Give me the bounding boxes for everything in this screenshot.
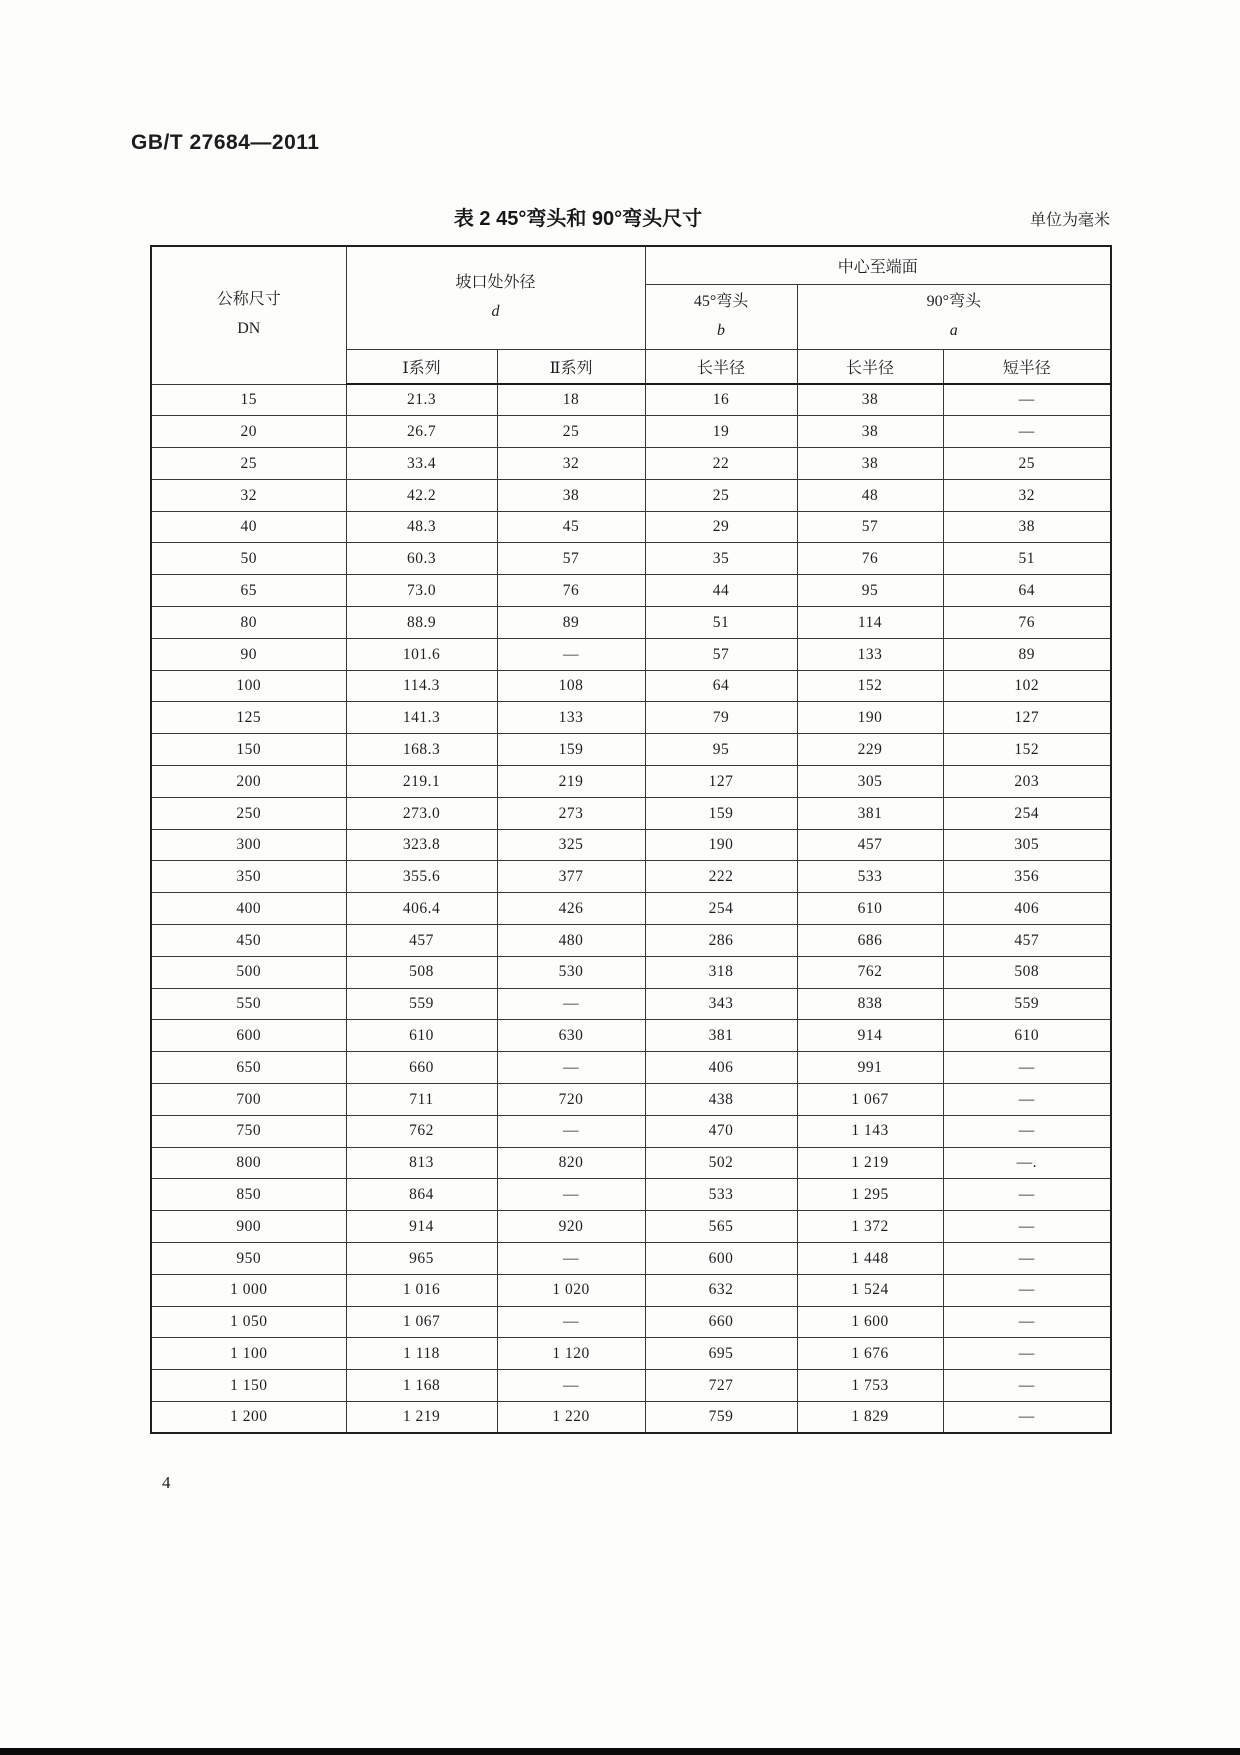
table-cell: 762 [346, 1115, 497, 1147]
table-cell: 51 [943, 543, 1111, 575]
table-cell: 700 [151, 1084, 346, 1116]
table-cell: — [943, 1084, 1111, 1116]
table-cell: 1 016 [346, 1274, 497, 1306]
table-cell: 355.6 [346, 861, 497, 893]
table-row [151, 638, 1111, 670]
table-cell: — [943, 1370, 1111, 1402]
table-cell: 650 [151, 1052, 346, 1084]
table-cell: 38 [797, 384, 943, 416]
table-cell: 38 [797, 416, 943, 448]
table-row [151, 1020, 1111, 1052]
table-cell: 502 [645, 1147, 797, 1179]
table-cell: 152 [797, 670, 943, 702]
table-row [151, 702, 1111, 734]
table-cell: 1 067 [797, 1084, 943, 1116]
table-cell: 920 [497, 1211, 645, 1243]
header-nominal-size-symbol: DN [237, 320, 261, 338]
elbow-dimensions-table [150, 245, 1112, 1434]
table-cell: 457 [797, 829, 943, 861]
table-cell: 80 [151, 607, 346, 639]
table-cell: 1 219 [346, 1402, 497, 1434]
table-cell: — [943, 1402, 1111, 1434]
table-cell: 813 [346, 1147, 497, 1179]
table-cell: 64 [645, 670, 797, 702]
table-cell: — [497, 1052, 645, 1084]
table-cell: 152 [943, 734, 1111, 766]
table-cell: 20 [151, 416, 346, 448]
table-cell: 660 [645, 1306, 797, 1338]
table-cell: 559 [346, 988, 497, 1020]
table-row [151, 1147, 1111, 1179]
table-cell: 254 [943, 797, 1111, 829]
table-row [151, 479, 1111, 511]
table-cell: 660 [346, 1052, 497, 1084]
table-cell: 51 [645, 607, 797, 639]
table-row [151, 607, 1111, 639]
table-cell: 229 [797, 734, 943, 766]
table-cell: — [943, 416, 1111, 448]
header-row-1 [151, 246, 1111, 284]
table-cell: 762 [797, 956, 943, 988]
table-cell: 381 [797, 797, 943, 829]
table-cell: 533 [797, 861, 943, 893]
table-cell: 850 [151, 1179, 346, 1211]
table-row [151, 416, 1111, 448]
table-cell: 22 [645, 448, 797, 480]
table-cell: 457 [346, 925, 497, 957]
table-cell: 1 448 [797, 1243, 943, 1275]
table-row [151, 1052, 1111, 1084]
table-cell: 90 [151, 638, 346, 670]
header-short-radius-90: 短半径 [943, 349, 1111, 384]
table-cell: 254 [645, 893, 797, 925]
table-cell: 470 [645, 1115, 797, 1147]
table-cell: 305 [797, 766, 943, 798]
table-cell: 1 150 [151, 1370, 346, 1402]
table-cell: 32 [943, 479, 1111, 511]
table-cell: 559 [943, 988, 1111, 1020]
table-cell: 127 [645, 766, 797, 798]
table-cell: 48.3 [346, 511, 497, 543]
table-cell: 76 [943, 607, 1111, 639]
table-cell: 950 [151, 1243, 346, 1275]
table-row [151, 734, 1111, 766]
table-cell: 406 [943, 893, 1111, 925]
header-nominal-size [151, 246, 346, 384]
table-cell: 914 [797, 1020, 943, 1052]
table-cell: 508 [346, 956, 497, 988]
table-cell: 1 067 [346, 1306, 497, 1338]
table-cell: 300 [151, 829, 346, 861]
table-cell: 1 000 [151, 1274, 346, 1306]
table-row [151, 1338, 1111, 1370]
table-header [151, 246, 1111, 384]
table-cell: 438 [645, 1084, 797, 1116]
header-45-elbow [645, 284, 797, 349]
scan-edge-artifact [0, 1748, 1240, 1755]
table-cell: 57 [645, 638, 797, 670]
table-caption-row [150, 202, 1110, 232]
table-cell: 38 [797, 448, 943, 480]
header-outer-diameter-symbol: d [491, 302, 500, 320]
table-cell: 141.3 [346, 702, 497, 734]
table-cell: —. [943, 1147, 1111, 1179]
table-cell: 65 [151, 575, 346, 607]
table-cell: 1 168 [346, 1370, 497, 1402]
header-90-elbow [797, 284, 1111, 349]
table-cell: 500 [151, 956, 346, 988]
table-cell: 1 219 [797, 1147, 943, 1179]
table-cell: — [943, 1052, 1111, 1084]
table-cell: 356 [943, 861, 1111, 893]
table-cell: 133 [497, 702, 645, 734]
table-cell: 533 [645, 1179, 797, 1211]
table-cell: 1 372 [797, 1211, 943, 1243]
table-cell: 64 [943, 575, 1111, 607]
table-cell: 15 [151, 384, 346, 416]
table-cell: 750 [151, 1115, 346, 1147]
table-cell: 610 [943, 1020, 1111, 1052]
table-cell: 150 [151, 734, 346, 766]
table-cell: 45 [497, 511, 645, 543]
table-cell: 1 118 [346, 1338, 497, 1370]
table-cell: 610 [797, 893, 943, 925]
table-cell: 305 [943, 829, 1111, 861]
table-cell: 1 200 [151, 1402, 346, 1434]
table-cell: 95 [645, 734, 797, 766]
table-cell: 32 [497, 448, 645, 480]
table-cell: 25 [645, 479, 797, 511]
table-row [151, 988, 1111, 1020]
table-row [151, 543, 1111, 575]
table-cell: — [497, 1306, 645, 1338]
table-cell: 1 829 [797, 1402, 943, 1434]
table-cell: 381 [645, 1020, 797, 1052]
standard-number: GB/T 27684—2011 [131, 131, 320, 154]
table-cell: 88.9 [346, 607, 497, 639]
table-cell: 508 [943, 956, 1111, 988]
table-row [151, 1370, 1111, 1402]
table-cell: 203 [943, 766, 1111, 798]
table-row [151, 670, 1111, 702]
table-cell: — [943, 1211, 1111, 1243]
table-cell: — [943, 1179, 1111, 1211]
table-row [151, 829, 1111, 861]
table-cell: 406.4 [346, 893, 497, 925]
table-cell: 16 [645, 384, 797, 416]
table-row [151, 1402, 1111, 1434]
table-cell: 343 [645, 988, 797, 1020]
table-cell: 1 524 [797, 1274, 943, 1306]
table-cell: 57 [797, 511, 943, 543]
table-cell: 325 [497, 829, 645, 861]
table-cell: 168.3 [346, 734, 497, 766]
table-cell: 100 [151, 670, 346, 702]
table-row [151, 1115, 1111, 1147]
table-cell: 219.1 [346, 766, 497, 798]
table-cell: 35 [645, 543, 797, 575]
table-cell: 50 [151, 543, 346, 575]
table-cell: 480 [497, 925, 645, 957]
table-cell: 1 295 [797, 1179, 943, 1211]
table-cell: — [497, 1370, 645, 1402]
header-series-2: Ⅱ系列 [497, 349, 645, 384]
table-cell: 200 [151, 766, 346, 798]
table-cell: 48 [797, 479, 943, 511]
table-cell: 820 [497, 1147, 645, 1179]
table-cell: 1 676 [797, 1338, 943, 1370]
table-cell: 965 [346, 1243, 497, 1275]
table-cell: 286 [645, 925, 797, 957]
table-cell: 25 [151, 448, 346, 480]
table-cell: 44 [645, 575, 797, 607]
table-row [151, 797, 1111, 829]
table-cell: — [943, 1243, 1111, 1275]
table-cell: 76 [497, 575, 645, 607]
table-cell: 400 [151, 893, 346, 925]
table-cell: 42.2 [346, 479, 497, 511]
table-cell: 1 600 [797, 1306, 943, 1338]
table-cell: 900 [151, 1211, 346, 1243]
table-cell: 25 [497, 416, 645, 448]
table-cell: 1 220 [497, 1402, 645, 1434]
table-cell: 73.0 [346, 575, 497, 607]
table-cell: 377 [497, 861, 645, 893]
table-cell: 727 [645, 1370, 797, 1402]
header-center-to-end: 中心至端面 [645, 246, 1111, 284]
table-cell: 89 [497, 607, 645, 639]
table-cell: 530 [497, 956, 645, 988]
table-cell: 19 [645, 416, 797, 448]
table-cell: 18 [497, 384, 645, 416]
table-cell: — [497, 1243, 645, 1275]
table-row [151, 1084, 1111, 1116]
table-cell: 38 [943, 511, 1111, 543]
header-long-radius-45: 长半径 [645, 349, 797, 384]
table-row [151, 766, 1111, 798]
table-cell: 1 143 [797, 1115, 943, 1147]
table-cell: 159 [645, 797, 797, 829]
table-cell: 630 [497, 1020, 645, 1052]
table-cell: 759 [645, 1402, 797, 1434]
table-title: 表 2 45°弯头和 90°弯头尺寸 [453, 208, 703, 230]
table-cell: — [943, 1274, 1111, 1306]
table-cell: 406 [645, 1052, 797, 1084]
table-cell: 632 [645, 1274, 797, 1306]
table-cell: 79 [645, 702, 797, 734]
table-cell: 60.3 [346, 543, 497, 575]
header-45-elbow-symbol: b [717, 321, 726, 339]
table-cell: 273 [497, 797, 645, 829]
table-row [151, 1243, 1111, 1275]
table-cell: 1 100 [151, 1338, 346, 1370]
table-cell: 57 [497, 543, 645, 575]
table-cell: 610 [346, 1020, 497, 1052]
table-row [151, 1306, 1111, 1338]
table-row [151, 893, 1111, 925]
table-cell: 159 [497, 734, 645, 766]
table-cell: 26.7 [346, 416, 497, 448]
header-outer-diameter [346, 246, 645, 349]
table-cell: 600 [645, 1243, 797, 1275]
table-cell: 25 [943, 448, 1111, 480]
table-cell: 108 [497, 670, 645, 702]
table-cell: — [497, 1115, 645, 1147]
table-cell: — [497, 988, 645, 1020]
table-row [151, 861, 1111, 893]
table-cell: 864 [346, 1179, 497, 1211]
table-cell: 76 [797, 543, 943, 575]
table-cell: 686 [797, 925, 943, 957]
header-outer-diameter-label: 坡口处外径 [455, 273, 536, 291]
table-cell: — [943, 384, 1111, 416]
table-cell: — [943, 1115, 1111, 1147]
table-cell: 114 [797, 607, 943, 639]
table-cell: 720 [497, 1084, 645, 1116]
table-cell: 711 [346, 1084, 497, 1116]
table-cell: 250 [151, 797, 346, 829]
table-cell: 89 [943, 638, 1111, 670]
table-cell: 33.4 [346, 448, 497, 480]
table-cell: 695 [645, 1338, 797, 1370]
table-cell: 457 [943, 925, 1111, 957]
table-cell: 21.3 [346, 384, 497, 416]
table-cell: — [943, 1306, 1111, 1338]
table-cell: 991 [797, 1052, 943, 1084]
table-row [151, 384, 1111, 416]
header-series-1: Ⅰ系列 [346, 349, 497, 384]
table-cell: — [497, 638, 645, 670]
table-body [151, 384, 1111, 1433]
table-cell: 127 [943, 702, 1111, 734]
table-cell: 450 [151, 925, 346, 957]
table-cell: 550 [151, 988, 346, 1020]
table-cell: 101.6 [346, 638, 497, 670]
table-row [151, 956, 1111, 988]
table-cell: 800 [151, 1147, 346, 1179]
table-row [151, 511, 1111, 543]
table-row [151, 1274, 1111, 1306]
table-row [151, 1179, 1111, 1211]
table-cell: 1 050 [151, 1306, 346, 1338]
table-row [151, 1211, 1111, 1243]
table-cell: — [497, 1179, 645, 1211]
table-cell: 565 [645, 1211, 797, 1243]
table-cell: 318 [645, 956, 797, 988]
table-cell: 914 [346, 1211, 497, 1243]
header-long-radius-90: 长半径 [797, 349, 943, 384]
unit-note: 单位为毫米 [1029, 212, 1110, 229]
table-cell: 222 [645, 861, 797, 893]
table-cell: 1 753 [797, 1370, 943, 1402]
table-cell: 1 120 [497, 1338, 645, 1370]
table-cell: 190 [645, 829, 797, 861]
table-cell: 40 [151, 511, 346, 543]
table-cell: 38 [497, 479, 645, 511]
table-cell: 350 [151, 861, 346, 893]
table-cell: 102 [943, 670, 1111, 702]
table-cell: 125 [151, 702, 346, 734]
table-row [151, 575, 1111, 607]
header-90-elbow-label: 90°弯头 [926, 292, 981, 310]
header-90-elbow-symbol: a [949, 321, 958, 339]
table-cell: — [943, 1338, 1111, 1370]
table-cell: 32 [151, 479, 346, 511]
table-cell: 1 020 [497, 1274, 645, 1306]
table-row [151, 925, 1111, 957]
table-cell: 838 [797, 988, 943, 1020]
header-45-elbow-label: 45°弯头 [693, 292, 749, 310]
table-cell: 323.8 [346, 829, 497, 861]
table-cell: 600 [151, 1020, 346, 1052]
table-cell: 133 [797, 638, 943, 670]
table-cell: 426 [497, 893, 645, 925]
table-cell: 219 [497, 766, 645, 798]
table-cell: 95 [797, 575, 943, 607]
table-cell: 114.3 [346, 670, 497, 702]
header-nominal-size-label: 公称尺寸 [216, 291, 281, 309]
table-cell: 273.0 [346, 797, 497, 829]
table-row [151, 448, 1111, 480]
page-number: 4 [162, 1473, 171, 1492]
table-cell: 29 [645, 511, 797, 543]
table-cell: 190 [797, 702, 943, 734]
